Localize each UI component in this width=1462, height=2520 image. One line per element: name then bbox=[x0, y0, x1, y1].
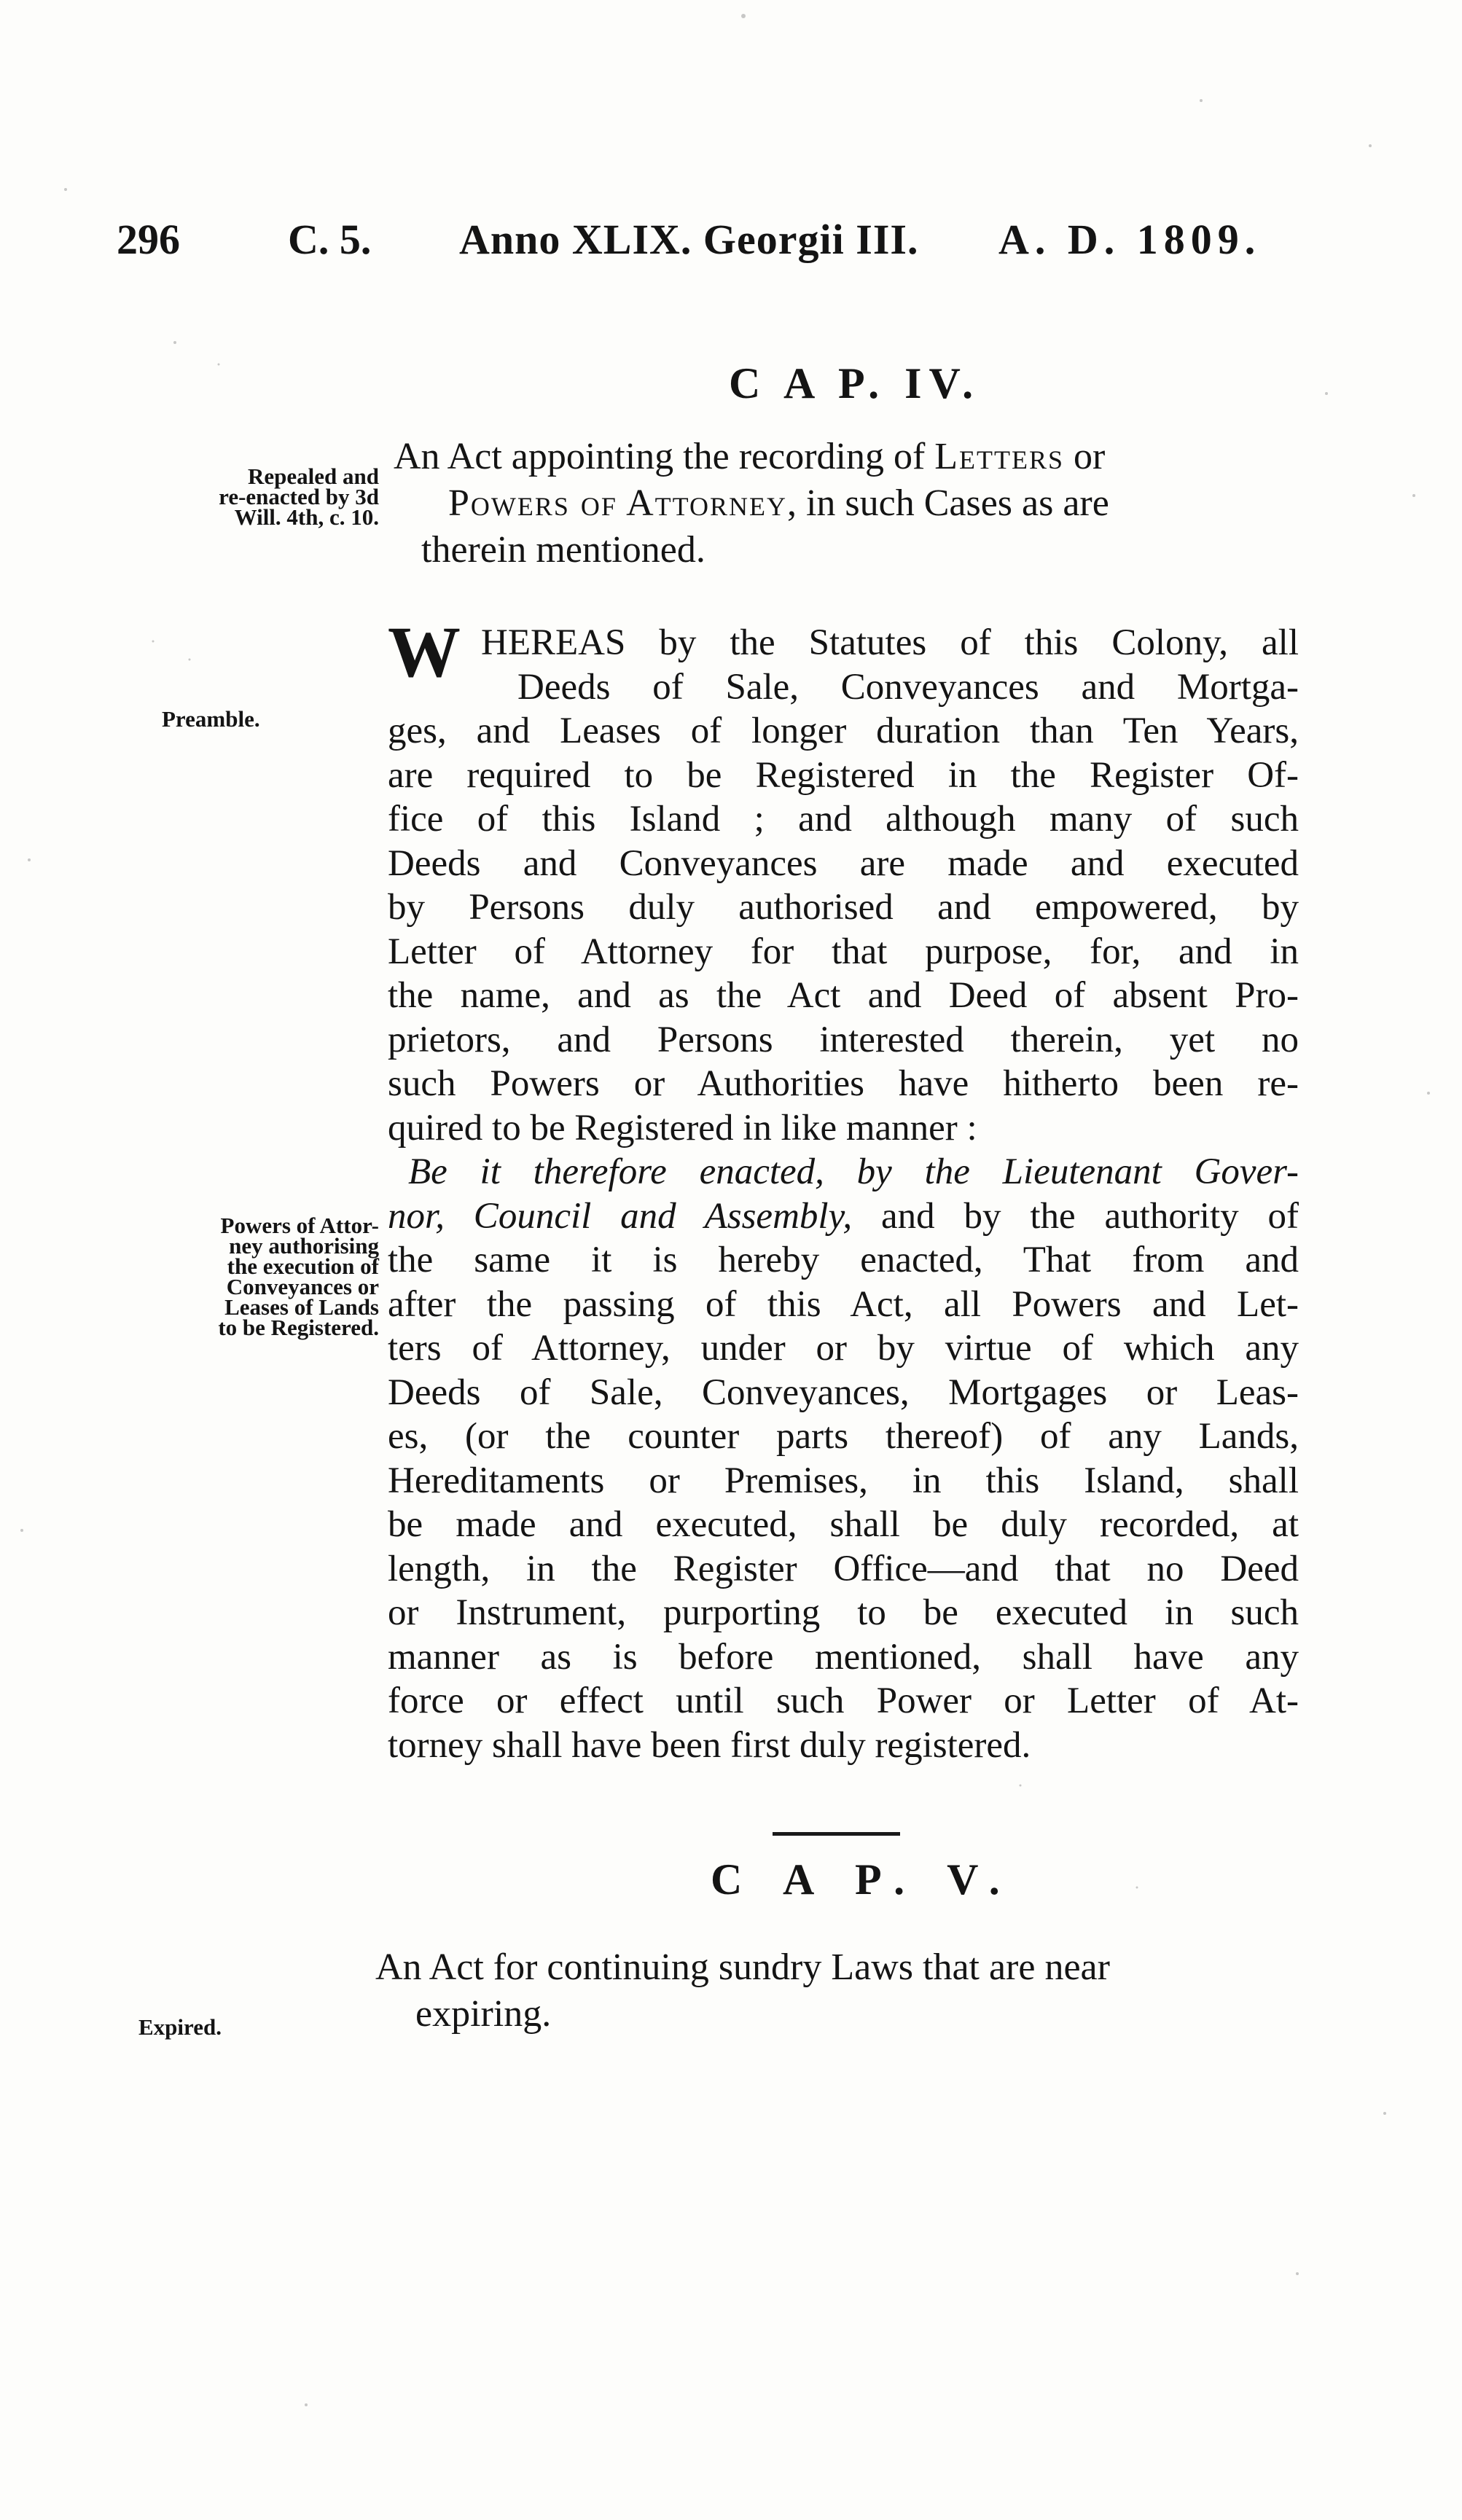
cap-iv-title-line-3: therein mentioned. bbox=[421, 529, 705, 571]
margin-note-line: Powers of Attor- bbox=[220, 1213, 379, 1238]
body-line: are required to be Registered in the Register Of- bbox=[388, 754, 1299, 796]
margin-note-line: to be Registered. bbox=[218, 1315, 379, 1340]
margin-note-repealed bbox=[102, 463, 379, 530]
enacting-clause-line bbox=[388, 1194, 1299, 1239]
cap-iv-title-line-1: An Act appointing the recording of Letters or bbox=[394, 436, 1106, 477]
page-number: 296 bbox=[117, 216, 180, 263]
enacting-clause-line: Be it therefore enacted, by the Lieutenant Gover- bbox=[408, 1151, 1299, 1192]
margin-note-line: Repealed and bbox=[248, 463, 379, 489]
body-line: quired to be Registered in like manner : bbox=[388, 1107, 977, 1149]
margin-note-line: the execution of bbox=[227, 1253, 379, 1279]
enacting-italic: nor, Council and Assembly, bbox=[388, 1195, 853, 1237]
margin-note-powers bbox=[109, 1213, 379, 1340]
margin-note-line: ney authorising bbox=[229, 1233, 379, 1259]
body-line: or Instrument, purporting to be executed in such bbox=[388, 1592, 1299, 1633]
body-line: ters of Attorney, under or by virtue of which any bbox=[388, 1328, 1299, 1369]
body-line: force or effect until such Power or Letter of At- bbox=[388, 1680, 1299, 1721]
drop-cap: W bbox=[388, 611, 461, 692]
margin-note-line: Conveyances or bbox=[226, 1274, 379, 1299]
cap-v-heading: C A P. V. bbox=[711, 1855, 1016, 1903]
body-line: prietors, and Persons interested therein, yet no bbox=[388, 1019, 1299, 1060]
body-line: es, (or the counter parts thereof) of any Lands, bbox=[388, 1416, 1299, 1457]
body-line: after the passing of this Act, all Powers and Let- bbox=[388, 1283, 1299, 1325]
cap-iv-heading: C A P. IV. bbox=[729, 359, 981, 407]
body-line: by Persons duly authorised and empowered, by bbox=[388, 887, 1299, 928]
cap-iv-body bbox=[388, 621, 1299, 1767]
margin-note-expired: Expired. bbox=[138, 2014, 222, 2040]
body-line: manner as is before mentioned, shall have any bbox=[388, 1636, 1299, 1678]
cap-iv-title-line-2: Powers of Attorney, in such Cases as are bbox=[448, 482, 1109, 524]
body-line: such Powers or Authorities have hitherto been re- bbox=[388, 1063, 1299, 1104]
small-caps-term: Letters bbox=[934, 436, 1065, 477]
cap-v-title-line-1: An Act for continuing sundry Laws that are near bbox=[375, 1946, 1110, 1988]
enacting-plain: and by the authority of bbox=[852, 1195, 1299, 1237]
margin-note-line: Will. 4th, c. 10. bbox=[234, 504, 379, 530]
body-line: Letter of Attorney for that purpose, for, and in bbox=[388, 931, 1299, 972]
cap-v-title-line-2: expiring. bbox=[415, 1993, 552, 2035]
body-line: ges, and Leases of longer duration than Ten Years, bbox=[388, 711, 1299, 751]
chapter-label: C. 5. bbox=[288, 216, 372, 263]
small-caps-term: Powers of Attorney bbox=[448, 482, 787, 524]
body-line: length, in the Register Office—and that no Deed bbox=[388, 1548, 1299, 1589]
cap-v-title bbox=[375, 1944, 1308, 2038]
body-line: HEREAS by the Statutes of this Colony, all bbox=[481, 622, 1299, 663]
margin-note-preamble: Preamble. bbox=[162, 706, 260, 732]
margin-note-line: Leases of Lands bbox=[224, 1294, 379, 1320]
body-line: fice of this Island ; and although many of such bbox=[388, 799, 1299, 840]
regnal-title: Anno XLIX. Georgii III. bbox=[459, 216, 919, 263]
cap-iv-title bbox=[394, 434, 1305, 574]
body-line: Deeds and Conveyances are made and executed bbox=[388, 842, 1299, 884]
year-label: A. D. 1809. bbox=[998, 216, 1262, 263]
body-line: be made and executed, shall be duly recorded, at bbox=[388, 1504, 1299, 1545]
body-line: Hereditaments or Premises, in this Island, shall bbox=[388, 1460, 1299, 1501]
body-line: Deeds of Sale, Conveyances, Mortgages or Leas- bbox=[388, 1371, 1299, 1413]
body-line: the name, and as the Act and Deed of absent Pro- bbox=[388, 975, 1299, 1016]
body-line: the same it is hereby enacted, That from and bbox=[388, 1240, 1299, 1280]
margin-note-line: re-enacted by 3d bbox=[219, 484, 379, 509]
body-line: torney shall have been first duly registered. bbox=[388, 1724, 1031, 1766]
body-line: Deeds of Sale, Conveyances and Mortga- bbox=[517, 666, 1299, 708]
section-divider bbox=[773, 1832, 900, 1836]
